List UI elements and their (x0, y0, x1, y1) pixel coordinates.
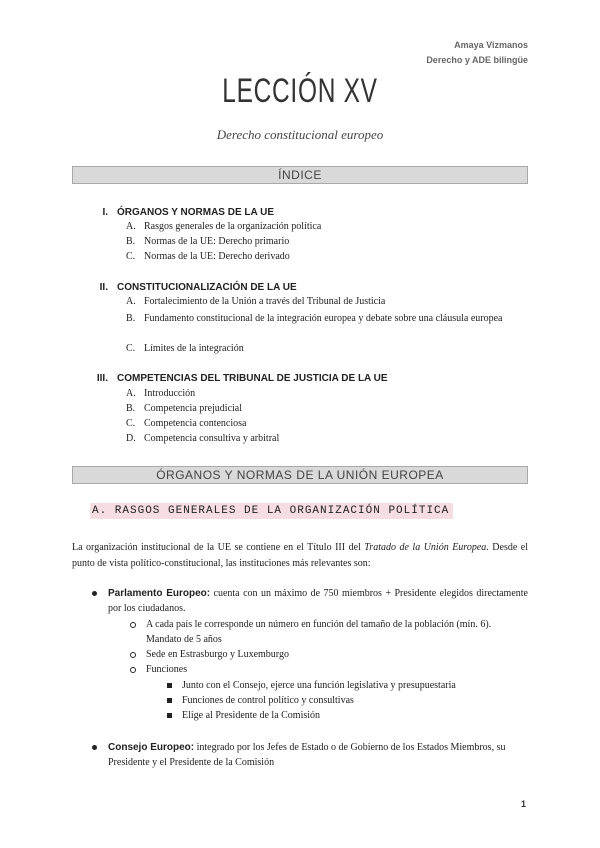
square-bullet-icon (167, 683, 172, 688)
index-item (126, 342, 528, 356)
section-number: II. (99, 282, 108, 293)
list-item-function: Funciones de control político y consultivas (182, 695, 354, 706)
page-subtitle: Derecho constitucional europeo (216, 127, 384, 142)
item-letter: C. (126, 418, 136, 429)
item-letter: A. (126, 221, 136, 232)
item-letter: D. (126, 433, 136, 444)
bullet-icon (92, 591, 97, 596)
treaty-name: Tratado de la Unión Europea (364, 542, 487, 553)
item-text: Competencia consultiva y arbitral (144, 433, 280, 444)
section-title: COMPETENCIAS DEL TRIBUNAL DE JUSTICIA DE LA UE (117, 373, 388, 384)
subsection-heading: A. RASGOS GENERALES DE LA ORGANIZACIÓN POLÍTICA (90, 503, 453, 519)
bullet-icon (92, 745, 97, 750)
section-title: ÓRGANOS Y NORMAS DE LA UE (117, 207, 275, 218)
page-number: 1 (520, 799, 526, 809)
index-item (126, 311, 528, 326)
circle-bullet-icon (130, 622, 136, 628)
index-item (126, 295, 528, 309)
item-text: Normas de la UE: Derecho derivado (144, 251, 290, 262)
square-bullet-icon (167, 698, 172, 703)
author-name: Amaya Vizmanos (454, 40, 528, 50)
item-text: Competencia prejudicial (144, 403, 243, 414)
item-text: Fundamento constitucional de la integración europea y debate sobre una cláusula europea (144, 313, 503, 324)
item-text: Competencia contenciosa (144, 418, 247, 429)
list-item-consejo: Consejo Europeo: integrado por los Jefes de Estado o de Gobierno de los Estados Miembros, su Presidente y el Presidente de la Comisión (108, 742, 506, 768)
index-section-title (80, 373, 388, 384)
item-letter: B. (126, 236, 136, 247)
list-item-sub: Funciones (146, 664, 188, 675)
item-letter: C. (126, 343, 136, 354)
item-text: Rasgos generales de la organización política (144, 221, 322, 232)
index-item (126, 387, 528, 401)
item-letter: A. (126, 296, 136, 307)
term-label: Consejo Europeo: (108, 742, 195, 753)
section-title: CONSTITUCIONALIZACIÓN DE LA UE (117, 282, 297, 293)
item-text: Normas de la UE: Derecho primario (144, 236, 290, 247)
index-item (126, 402, 528, 416)
section-number: III. (96, 373, 108, 384)
item-letter: A. (126, 388, 136, 399)
list-item-sub: Sede en Estrasburgo y Luxemburgo (146, 649, 289, 660)
list-item-sub: A cada país le corresponde un número en función del tamaño de la población (mín. 6). Mandato de 5 años (146, 619, 492, 645)
section-heading: ÓRGANOS Y NORMAS DE LA UNIÓN EUROPEA (72, 466, 528, 484)
index-item (126, 235, 528, 249)
item-text: Límites de la integración (144, 343, 244, 354)
index-item (126, 432, 528, 446)
index-item (126, 250, 528, 264)
document-header (426, 38, 528, 68)
index-item (126, 417, 528, 431)
item-text: Fortalecimiento de la Unión a través del Tribunal de Justicia (144, 296, 386, 307)
circle-bullet-icon (130, 652, 136, 658)
index-section-title (80, 282, 297, 293)
item-letter: B. (126, 313, 136, 324)
intro-paragraph: La organización institucional de la UE se contiene en el Título III del Tratado de la Unión Europea. Desde el punto de vista político-constitucional, las instituciones más relevantes son: (72, 542, 528, 569)
index-section-title (80, 207, 274, 218)
index-item (126, 220, 528, 234)
section-number: I. (102, 207, 108, 218)
circle-bullet-icon (130, 667, 136, 673)
list-item-parlamento: Parlamento Europeo: cuenta con un máximo de 750 miembros + Presidente elegidos directamente por los ciudadanos. (108, 588, 528, 614)
index-heading: ÍNDICE (72, 166, 528, 184)
item-text: Introducción (144, 388, 196, 399)
term-label: Parlamento Europeo: (108, 588, 211, 599)
square-bullet-icon (167, 713, 172, 718)
page-title: LECCIÓN XV (222, 72, 378, 110)
list-item-function: Elige al Presidente de la Comisión (182, 710, 321, 721)
item-letter: C. (126, 251, 136, 262)
item-letter: B. (126, 403, 136, 414)
course-name: Derecho y ADE bilingüe (426, 55, 528, 65)
list-item-function: Junto con el Consejo, ejerce una función legislativa y presupuestaria (182, 680, 456, 691)
